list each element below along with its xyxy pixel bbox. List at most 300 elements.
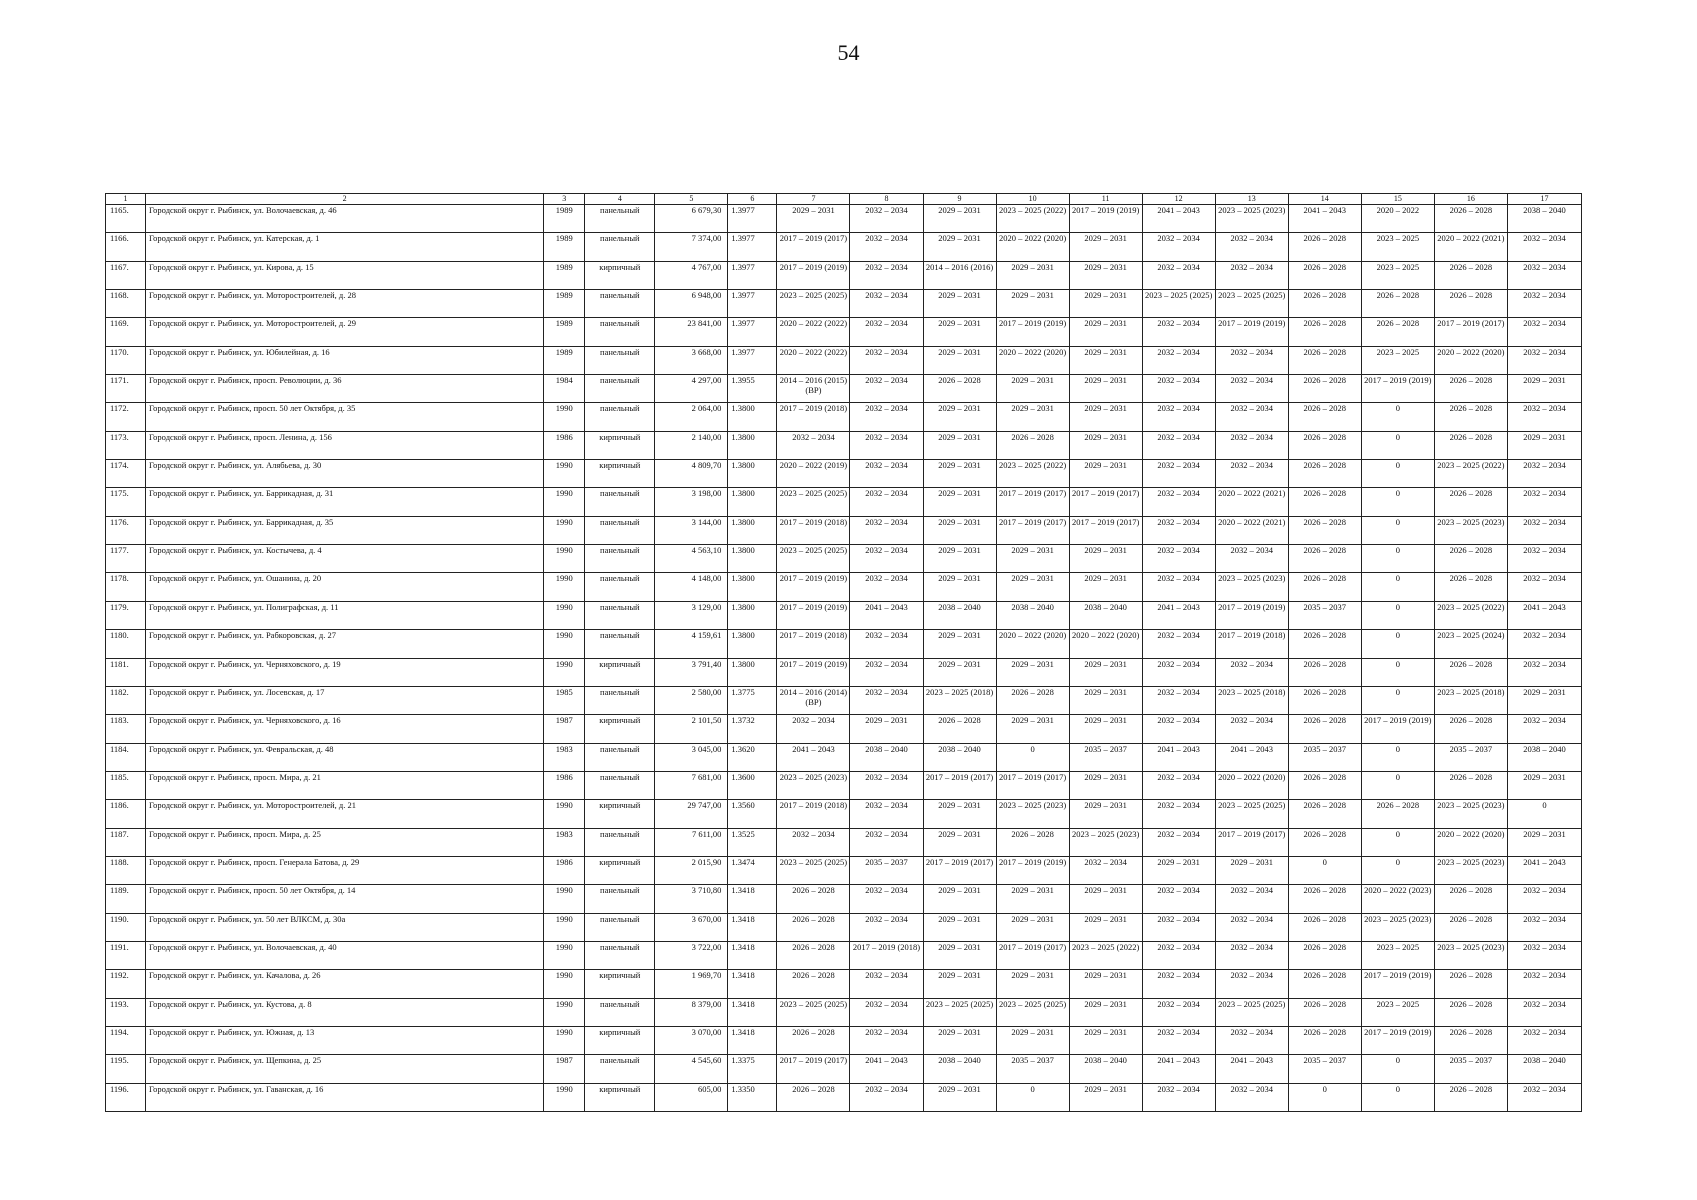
cell-col-4: панельный: [585, 375, 655, 403]
cell-col-16: 2026 – 2028: [1434, 658, 1507, 686]
column-number-17: 17: [1507, 194, 1581, 205]
cell-col-14: 2035 – 2037: [1288, 601, 1361, 629]
cell-col-7: 2026 – 2028: [777, 1083, 850, 1111]
cell-col-4: панельный: [585, 771, 655, 799]
cell-col-1: 1176.: [106, 516, 146, 544]
cell-col-17: 2029 – 2031: [1507, 431, 1581, 459]
cell-col-7: 2026 – 2028: [777, 1026, 850, 1054]
cell-col-15: 0: [1361, 516, 1434, 544]
cell-col-8: 2032 – 2034: [850, 771, 923, 799]
cell-col-5: 2 015,90: [655, 856, 728, 884]
cell-col-6: 1.3525: [728, 828, 777, 856]
cell-col-16: 2023 – 2025 (2023): [1434, 941, 1507, 969]
column-number-12: 12: [1142, 194, 1215, 205]
cell-col-8: 2038 – 2040: [850, 743, 923, 771]
cell-col-10: 2023 – 2025 (2022): [996, 460, 1069, 488]
cell-col-8: 2029 – 2031: [850, 715, 923, 743]
table-row: [106, 686, 1582, 714]
cell-col-2: Городской округ г. Рыбинск, ул. Кирова, д. 15: [146, 261, 544, 289]
cell-col-15: 2023 – 2025: [1361, 261, 1434, 289]
cell-col-9: 2029 – 2031: [923, 403, 996, 431]
cell-col-3: 1990: [544, 970, 585, 998]
cell-col-9: 2029 – 2031: [923, 233, 996, 261]
column-number-16: 16: [1434, 194, 1507, 205]
cell-col-6: 1.3418: [728, 885, 777, 913]
cell-col-16: 2026 – 2028: [1434, 403, 1507, 431]
cell-col-9: 2029 – 2031: [923, 431, 996, 459]
cell-col-11: 2029 – 2031: [1069, 261, 1142, 289]
cell-col-7: 2023 – 2025 (2023): [777, 771, 850, 799]
table-row: [106, 1083, 1582, 1111]
cell-col-1: 1177.: [106, 545, 146, 573]
cell-col-16: 2026 – 2028: [1434, 998, 1507, 1026]
cell-col-7: 2017 – 2019 (2019): [777, 573, 850, 601]
cell-col-7: 2017 – 2019 (2019): [777, 601, 850, 629]
cell-col-8: 2032 – 2034: [850, 545, 923, 573]
cell-col-4: панельный: [585, 630, 655, 658]
cell-col-3: 1989: [544, 233, 585, 261]
table-row: [106, 460, 1582, 488]
cell-col-6: 1.3560: [728, 800, 777, 828]
cell-col-5: 3 791,40: [655, 658, 728, 686]
cell-col-5: 8 379,00: [655, 998, 728, 1026]
cell-col-5: 3 668,00: [655, 346, 728, 374]
cell-col-1: 1178.: [106, 573, 146, 601]
cell-col-2: Городской округ г. Рыбинск, ул. Южная, д. 13: [146, 1026, 544, 1054]
cell-col-13: 2023 – 2025 (2018): [1215, 686, 1288, 714]
cell-col-11: 2029 – 2031: [1069, 233, 1142, 261]
cell-col-14: 2026 – 2028: [1288, 1026, 1361, 1054]
cell-col-16: 2026 – 2028: [1434, 488, 1507, 516]
cell-col-1: 1180.: [106, 630, 146, 658]
cell-col-13: 2023 – 2025 (2025): [1215, 290, 1288, 318]
cell-col-4: панельный: [585, 573, 655, 601]
cell-col-1: 1179.: [106, 601, 146, 629]
cell-col-2: Городской округ г. Рыбинск, просп. 50 лет Октября, д. 14: [146, 885, 544, 913]
cell-col-3: 1990: [544, 488, 585, 516]
table-row: [106, 261, 1582, 289]
cell-col-12: 2032 – 2034: [1142, 800, 1215, 828]
cell-col-11: 2029 – 2031: [1069, 290, 1142, 318]
column-number-row: [106, 194, 1582, 205]
cell-col-13: 2029 – 2031: [1215, 856, 1288, 884]
cell-col-13: 2032 – 2034: [1215, 233, 1288, 261]
cell-col-14: 2026 – 2028: [1288, 346, 1361, 374]
cell-col-15: 2023 – 2025: [1361, 233, 1434, 261]
cell-col-1: 1175.: [106, 488, 146, 516]
cell-col-15: 0: [1361, 488, 1434, 516]
cell-col-14: 2026 – 2028: [1288, 913, 1361, 941]
cell-col-7: 2017 – 2019 (2018): [777, 800, 850, 828]
cell-col-11: 2029 – 2031: [1069, 1026, 1142, 1054]
table-row: [106, 771, 1582, 799]
cell-col-17: 2041 – 2043: [1507, 601, 1581, 629]
cell-col-3: 1984: [544, 375, 585, 403]
cell-col-10: 0: [996, 1083, 1069, 1111]
cell-col-2: Городской округ г. Рыбинск, просп. Мира, д. 25: [146, 828, 544, 856]
cell-col-5: 3 045,00: [655, 743, 728, 771]
cell-col-14: 2026 – 2028: [1288, 885, 1361, 913]
cell-col-14: 2026 – 2028: [1288, 715, 1361, 743]
cell-col-2: Городской округ г. Рыбинск, ул. Черняховского, д. 19: [146, 658, 544, 686]
cell-col-14: 0: [1288, 856, 1361, 884]
cell-col-7: 2032 – 2034: [777, 828, 850, 856]
cell-col-10: 2029 – 2031: [996, 1026, 1069, 1054]
cell-col-1: 1196.: [106, 1083, 146, 1111]
cell-col-8: 2032 – 2034: [850, 261, 923, 289]
cell-col-9: 2029 – 2031: [923, 630, 996, 658]
cell-col-7: 2017 – 2019 (2018): [777, 403, 850, 431]
cell-col-5: 4 809,70: [655, 460, 728, 488]
cell-col-13: 2023 – 2025 (2023): [1215, 573, 1288, 601]
cell-col-13: 2032 – 2034: [1215, 1026, 1288, 1054]
cell-col-6: 1.3977: [728, 205, 777, 233]
cell-col-4: кирпичный: [585, 1083, 655, 1111]
cell-col-17: 2029 – 2031: [1507, 686, 1581, 714]
table-row: [106, 885, 1582, 913]
cell-col-8: 2032 – 2034: [850, 686, 923, 714]
cell-col-13: 2041 – 2043: [1215, 1055, 1288, 1083]
cell-col-13: 2023 – 2025 (2025): [1215, 800, 1288, 828]
cell-col-1: 1190.: [106, 913, 146, 941]
cell-col-2: Городской округ г. Рыбинск, ул. Волочаевская, д. 46: [146, 205, 544, 233]
cell-col-5: 2 064,00: [655, 403, 728, 431]
cell-col-10: 2020 – 2022 (2020): [996, 630, 1069, 658]
cell-col-11: 2029 – 2031: [1069, 998, 1142, 1026]
cell-col-5: 4 767,00: [655, 261, 728, 289]
cell-col-17: 2032 – 2034: [1507, 460, 1581, 488]
cell-col-13: 2032 – 2034: [1215, 261, 1288, 289]
cell-col-5: 7 374,00: [655, 233, 728, 261]
cell-col-3: 1983: [544, 743, 585, 771]
cell-col-3: 1986: [544, 771, 585, 799]
cell-col-10: 2029 – 2031: [996, 913, 1069, 941]
cell-col-5: 3 722,00: [655, 941, 728, 969]
cell-col-9: 2029 – 2031: [923, 800, 996, 828]
cell-col-12: 2041 – 2043: [1142, 601, 1215, 629]
cell-col-17: 2038 – 2040: [1507, 1055, 1581, 1083]
table-row: [106, 601, 1582, 629]
cell-col-11: 2029 – 2031: [1069, 913, 1142, 941]
cell-col-3: 1989: [544, 318, 585, 346]
cell-col-1: 1187.: [106, 828, 146, 856]
cell-col-6: 1.3977: [728, 346, 777, 374]
cell-col-7: 2017 – 2019 (2019): [777, 261, 850, 289]
cell-col-15: 0: [1361, 403, 1434, 431]
cell-col-15: 0: [1361, 828, 1434, 856]
cell-col-14: 2026 – 2028: [1288, 375, 1361, 403]
cell-col-17: 2032 – 2034: [1507, 233, 1581, 261]
cell-col-9: 2026 – 2028: [923, 715, 996, 743]
cell-col-9: 2029 – 2031: [923, 318, 996, 346]
cell-col-11: 2029 – 2031: [1069, 885, 1142, 913]
cell-col-13: 2041 – 2043: [1215, 743, 1288, 771]
cell-col-12: 2032 – 2034: [1142, 913, 1215, 941]
cell-col-13: 2017 – 2019 (2018): [1215, 630, 1288, 658]
cell-col-15: 0: [1361, 601, 1434, 629]
cell-col-16: 2035 – 2037: [1434, 743, 1507, 771]
cell-col-17: 2029 – 2031: [1507, 771, 1581, 799]
table-row: [106, 715, 1582, 743]
cell-col-5: 2 140,00: [655, 431, 728, 459]
cell-col-16: 2023 – 2025 (2023): [1434, 800, 1507, 828]
cell-col-12: 2032 – 2034: [1142, 771, 1215, 799]
cell-col-15: 2023 – 2025: [1361, 346, 1434, 374]
table-row: [106, 375, 1582, 403]
cell-col-11: 2029 – 2031: [1069, 1083, 1142, 1111]
cell-col-17: 2032 – 2034: [1507, 573, 1581, 601]
table-header: [106, 194, 1582, 205]
cell-col-11: 2029 – 2031: [1069, 346, 1142, 374]
cell-col-17: 2032 – 2034: [1507, 941, 1581, 969]
cell-col-17: 2038 – 2040: [1507, 743, 1581, 771]
table-row: [106, 545, 1582, 573]
cell-col-2: Городской округ г. Рыбинск, ул. Гаванская, д. 16: [146, 1083, 544, 1111]
cell-col-8: 2032 – 2034: [850, 375, 923, 403]
cell-col-11: 2017 – 2019 (2019): [1069, 205, 1142, 233]
cell-col-7: 2017 – 2019 (2017): [777, 1055, 850, 1083]
cell-col-4: панельный: [585, 488, 655, 516]
cell-col-15: 2017 – 2019 (2019): [1361, 375, 1434, 403]
cell-col-4: панельный: [585, 885, 655, 913]
cell-col-17: 2029 – 2031: [1507, 375, 1581, 403]
cell-col-12: 2032 – 2034: [1142, 261, 1215, 289]
cell-col-4: кирпичный: [585, 715, 655, 743]
cell-col-1: 1195.: [106, 1055, 146, 1083]
cell-col-16: 2020 – 2022 (2020): [1434, 828, 1507, 856]
cell-col-11: 2029 – 2031: [1069, 573, 1142, 601]
cell-col-11: 2029 – 2031: [1069, 658, 1142, 686]
cell-col-1: 1174.: [106, 460, 146, 488]
cell-col-2: Городской округ г. Рыбинск, ул. Волочаевская, д. 40: [146, 941, 544, 969]
cell-col-4: кирпичный: [585, 431, 655, 459]
cell-col-13: 2032 – 2034: [1215, 375, 1288, 403]
cell-col-14: 2026 – 2028: [1288, 686, 1361, 714]
cell-col-4: панельный: [585, 205, 655, 233]
cell-col-14: 2041 – 2043: [1288, 205, 1361, 233]
cell-col-17: 2029 – 2031: [1507, 828, 1581, 856]
cell-col-5: 7 611,00: [655, 828, 728, 856]
cell-col-4: панельный: [585, 941, 655, 969]
cell-col-13: 2032 – 2034: [1215, 1083, 1288, 1111]
cell-col-16: 2023 – 2025 (2023): [1434, 856, 1507, 884]
cell-col-12: 2032 – 2034: [1142, 1026, 1215, 1054]
cell-col-6: 1.3775: [728, 686, 777, 714]
cell-col-14: 2026 – 2028: [1288, 318, 1361, 346]
cell-col-2: Городской округ г. Рыбинск, просп. Генерала Батова, д. 29: [146, 856, 544, 884]
table-row: [106, 941, 1582, 969]
table-row: [106, 290, 1582, 318]
cell-col-6: 1.3977: [728, 261, 777, 289]
cell-col-3: 1990: [544, 658, 585, 686]
cell-col-12: 2032 – 2034: [1142, 431, 1215, 459]
cell-col-13: 2032 – 2034: [1215, 885, 1288, 913]
cell-col-3: 1990: [544, 545, 585, 573]
column-number-6: 6: [728, 194, 777, 205]
cell-col-4: панельный: [585, 290, 655, 318]
cell-col-12: 2032 – 2034: [1142, 318, 1215, 346]
cell-col-15: 2026 – 2028: [1361, 318, 1434, 346]
cell-col-14: 2026 – 2028: [1288, 800, 1361, 828]
cell-col-16: 2026 – 2028: [1434, 545, 1507, 573]
cell-col-2: Городской округ г. Рыбинск, ул. Черняховского, д. 16: [146, 715, 544, 743]
cell-col-12: 2032 – 2034: [1142, 941, 1215, 969]
cell-col-8: 2032 – 2034: [850, 205, 923, 233]
cell-col-17: 0: [1507, 800, 1581, 828]
cell-col-11: 2029 – 2031: [1069, 800, 1142, 828]
cell-col-14: 2026 – 2028: [1288, 460, 1361, 488]
cell-col-14: 2026 – 2028: [1288, 261, 1361, 289]
cell-col-12: 2032 – 2034: [1142, 403, 1215, 431]
cell-col-12: 2032 – 2034: [1142, 516, 1215, 544]
cell-col-6: 1.3375: [728, 1055, 777, 1083]
cell-col-3: 1990: [544, 403, 585, 431]
cell-col-9: 2029 – 2031: [923, 828, 996, 856]
cell-col-15: 2017 – 2019 (2019): [1361, 715, 1434, 743]
cell-col-14: 2026 – 2028: [1288, 516, 1361, 544]
cell-col-10: 2026 – 2028: [996, 431, 1069, 459]
cell-col-12: 2032 – 2034: [1142, 998, 1215, 1026]
cell-col-3: 1990: [544, 941, 585, 969]
cell-col-4: кирпичный: [585, 658, 655, 686]
cell-col-7: 2020 – 2022 (2022): [777, 318, 850, 346]
cell-col-11: 2029 – 2031: [1069, 375, 1142, 403]
cell-col-11: 2023 – 2025 (2022): [1069, 941, 1142, 969]
table-row: [106, 403, 1582, 431]
cell-col-3: 1989: [544, 205, 585, 233]
cell-col-11: 2020 – 2022 (2020): [1069, 630, 1142, 658]
cell-col-1: 1188.: [106, 856, 146, 884]
cell-col-6: 1.3800: [728, 601, 777, 629]
cell-col-10: 2026 – 2028: [996, 828, 1069, 856]
cell-col-17: 2032 – 2034: [1507, 545, 1581, 573]
cell-col-13: 2017 – 2019 (2017): [1215, 828, 1288, 856]
cell-col-1: 1183.: [106, 715, 146, 743]
cell-col-2: Городской округ г. Рыбинск, ул. 50 лет ВЛКСМ, д. 30а: [146, 913, 544, 941]
column-number-10: 10: [996, 194, 1069, 205]
cell-col-15: 0: [1361, 658, 1434, 686]
table-body: [106, 205, 1582, 1112]
cell-col-9: 2029 – 2031: [923, 573, 996, 601]
cell-col-14: 2026 – 2028: [1288, 941, 1361, 969]
cell-col-13: 2032 – 2034: [1215, 346, 1288, 374]
cell-col-16: 2026 – 2028: [1434, 715, 1507, 743]
cell-col-2: Городской округ г. Рыбинск, ул. Моторостроителей, д. 21: [146, 800, 544, 828]
cell-col-12: 2032 – 2034: [1142, 545, 1215, 573]
cell-col-14: 2026 – 2028: [1288, 233, 1361, 261]
cell-col-15: 2023 – 2025: [1361, 998, 1434, 1026]
cell-col-2: Городской округ г. Рыбинск, просп. Мира, д. 21: [146, 771, 544, 799]
cell-col-16: 2026 – 2028: [1434, 1083, 1507, 1111]
cell-col-17: 2032 – 2034: [1507, 516, 1581, 544]
table-row: [106, 573, 1582, 601]
cell-col-17: 2032 – 2034: [1507, 970, 1581, 998]
cell-col-14: 2026 – 2028: [1288, 488, 1361, 516]
cell-col-7: 2017 – 2019 (2017): [777, 233, 850, 261]
cell-col-11: 2023 – 2025 (2023): [1069, 828, 1142, 856]
cell-col-5: 3 198,00: [655, 488, 728, 516]
cell-col-9: 2023 – 2025 (2018): [923, 686, 996, 714]
cell-col-11: 2017 – 2019 (2017): [1069, 488, 1142, 516]
cell-col-2: Городской округ г. Рыбинск, ул. Катерская, д. 1: [146, 233, 544, 261]
cell-col-1: 1170.: [106, 346, 146, 374]
cell-col-6: 1.3800: [728, 658, 777, 686]
cell-col-10: 2023 – 2025 (2025): [996, 998, 1069, 1026]
cell-col-15: 2023 – 2025: [1361, 941, 1434, 969]
cell-col-17: 2032 – 2034: [1507, 403, 1581, 431]
cell-col-14: 2026 – 2028: [1288, 545, 1361, 573]
cell-col-12: 2032 – 2034: [1142, 346, 1215, 374]
register-table-wrapper: [105, 193, 1582, 1112]
cell-col-16: 2023 – 2025 (2024): [1434, 630, 1507, 658]
cell-col-11: 2029 – 2031: [1069, 545, 1142, 573]
cell-col-10: 2020 – 2022 (2020): [996, 233, 1069, 261]
cell-col-13: 2032 – 2034: [1215, 545, 1288, 573]
cell-col-17: 2032 – 2034: [1507, 261, 1581, 289]
cell-col-16: 2023 – 2025 (2022): [1434, 460, 1507, 488]
cell-col-1: 1194.: [106, 1026, 146, 1054]
cell-col-17: 2032 – 2034: [1507, 630, 1581, 658]
cell-col-7: 2026 – 2028: [777, 970, 850, 998]
cell-col-8: 2041 – 2043: [850, 1055, 923, 1083]
cell-col-2: Городской округ г. Рыбинск, ул. Баррикадная, д. 35: [146, 516, 544, 544]
cell-col-11: 2032 – 2034: [1069, 856, 1142, 884]
cell-col-7: 2026 – 2028: [777, 885, 850, 913]
table-row: [106, 346, 1582, 374]
cell-col-6: 1.3977: [728, 290, 777, 318]
cell-col-1: 1171.: [106, 375, 146, 403]
cell-col-11: 2029 – 2031: [1069, 318, 1142, 346]
cell-col-10: 2017 – 2019 (2019): [996, 318, 1069, 346]
cell-col-8: 2032 – 2034: [850, 800, 923, 828]
cell-col-6: 1.3350: [728, 1083, 777, 1111]
cell-col-15: 0: [1361, 743, 1434, 771]
cell-col-5: 2 101,50: [655, 715, 728, 743]
cell-col-10: 2017 – 2019 (2017): [996, 488, 1069, 516]
cell-col-3: 1987: [544, 715, 585, 743]
cell-col-3: 1986: [544, 856, 585, 884]
cell-col-3: 1989: [544, 290, 585, 318]
cell-col-17: 2032 – 2034: [1507, 346, 1581, 374]
cell-col-5: 6 948,00: [655, 290, 728, 318]
cell-col-4: панельный: [585, 346, 655, 374]
cell-col-15: 0: [1361, 1083, 1434, 1111]
cell-col-6: 1.3800: [728, 545, 777, 573]
cell-col-5: 4 545,60: [655, 1055, 728, 1083]
cell-col-15: 2017 – 2019 (2019): [1361, 1026, 1434, 1054]
cell-col-13: 2032 – 2034: [1215, 913, 1288, 941]
cell-col-15: 0: [1361, 460, 1434, 488]
cell-col-7: 2032 – 2034: [777, 715, 850, 743]
cell-col-5: 3 710,80: [655, 885, 728, 913]
cell-col-4: кирпичный: [585, 261, 655, 289]
cell-col-11: 2029 – 2031: [1069, 431, 1142, 459]
cell-col-16: 2026 – 2028: [1434, 913, 1507, 941]
cell-col-4: панельный: [585, 233, 655, 261]
cell-col-8: 2032 – 2034: [850, 1026, 923, 1054]
cell-col-2: Городской округ г. Рыбинск, ул. Кустова, д. 8: [146, 998, 544, 1026]
cell-col-10: 2017 – 2019 (2017): [996, 941, 1069, 969]
cell-col-4: кирпичный: [585, 970, 655, 998]
column-number-4: 4: [585, 194, 655, 205]
cell-col-7: 2020 – 2022 (2019): [777, 460, 850, 488]
cell-col-2: Городской округ г. Рыбинск, ул. Полиграфская, д. 11: [146, 601, 544, 629]
column-number-1: 1: [106, 194, 146, 205]
cell-col-6: 1.3977: [728, 318, 777, 346]
table-row: [106, 318, 1582, 346]
cell-col-12: 2032 – 2034: [1142, 460, 1215, 488]
cell-col-9: 2029 – 2031: [923, 1026, 996, 1054]
